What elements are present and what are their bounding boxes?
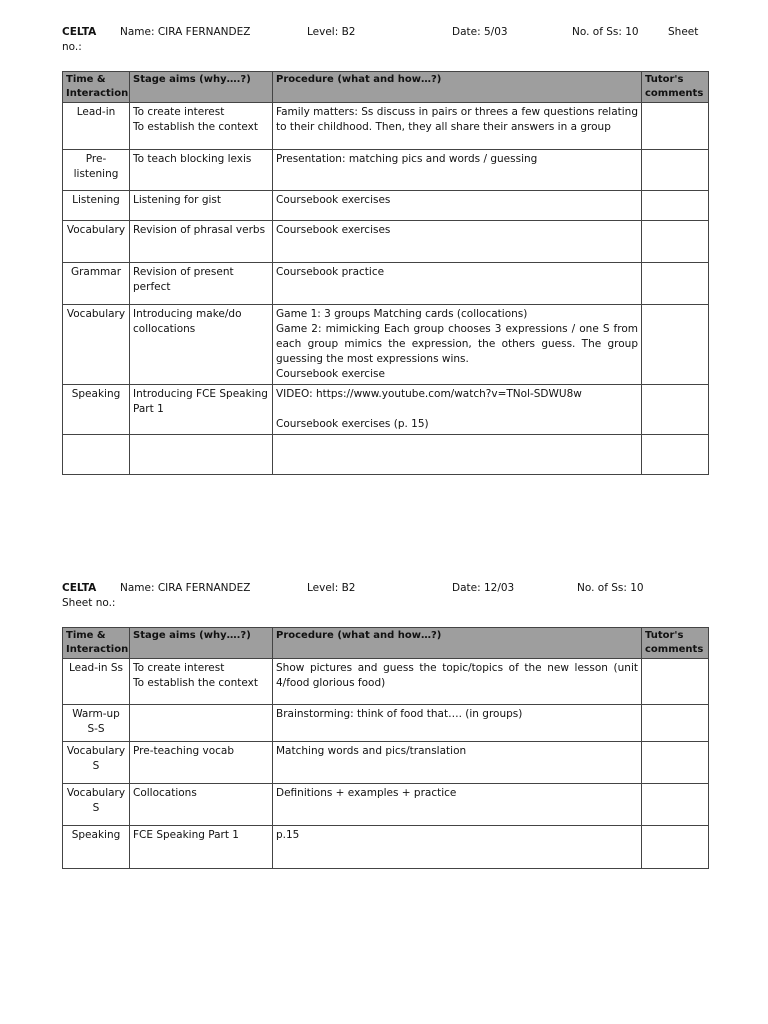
sheet-header (62, 26, 708, 58)
level: Level: B2 (307, 582, 356, 594)
stage-procedure: Brainstorming: think of food that…. (in groups) (273, 705, 642, 742)
lesson-plan-table (62, 627, 709, 869)
students-count: No. of Ss: 10 (572, 26, 639, 38)
stage-procedure: Matching words and pics/translation (273, 742, 642, 784)
stage-procedure: Show pictures and guess the topic/topics of the new lesson (unit 4/food glorious food) (273, 659, 642, 705)
stage-time: Pre-listening (63, 150, 130, 191)
tutor-comment (642, 826, 709, 869)
tutor-comment (642, 305, 709, 385)
tutor-comment (642, 784, 709, 826)
sheet-number: no.: (62, 41, 82, 53)
col-aims: Stage aims (why….?) (130, 72, 273, 103)
stage-time: Vocabulary (63, 305, 130, 385)
sheet-label: Sheet (668, 26, 699, 38)
stage-procedure: Definitions + examples + practice (273, 784, 642, 826)
tutor-comment (642, 263, 709, 305)
tutor-comment (642, 150, 709, 191)
table-header-row (63, 72, 709, 103)
tutor-comment (642, 742, 709, 784)
stage-time: Listening (63, 191, 130, 221)
table-row (63, 742, 709, 784)
stage-procedure: Family matters: Ss discuss in pairs or threes a few questions relating to their childhood. Then, they all share their answers in a group (273, 103, 642, 150)
tutor-comment (642, 435, 709, 475)
stage-procedure: Coursebook practice (273, 263, 642, 305)
col-time: Time & Interaction (63, 628, 130, 659)
stage-aims: Pre-teaching vocab (130, 742, 273, 784)
table-row (63, 263, 709, 305)
table-row (63, 705, 709, 742)
table-row (63, 221, 709, 263)
stage-aims: Listening for gist (130, 191, 273, 221)
celta-label: CELTA (62, 582, 97, 594)
sheet-header (62, 582, 708, 614)
stage-time: Lead-in Ss (63, 659, 130, 705)
level: Level: B2 (307, 26, 356, 38)
col-time: Time & Interaction (63, 72, 130, 103)
table-row (63, 784, 709, 826)
lesson-plan-table (62, 71, 709, 475)
date: Date: 5/03 (452, 26, 508, 38)
stage-time: Speaking (63, 826, 130, 869)
trainee-name: Name: CIRA FERNANDEZ (120, 582, 251, 594)
col-tutor: Tutor's comments (642, 72, 709, 103)
stage-aims: Collocations (130, 784, 273, 826)
stage-aims: Revision of phrasal verbs (130, 221, 273, 263)
stage-aims: To create interest To establish the context (130, 659, 273, 705)
tutor-comment (642, 385, 709, 435)
date: Date: 12/03 (452, 582, 515, 594)
stage-procedure: Game 1: 3 groups Matching cards (collocations) Game 2: mimicking Each group chooses 3 expressions / one S from each group mimics the expression, the others guess. The group guessing the most expressions wins. Coursebook exercise (273, 305, 642, 385)
stage-aims: To teach blocking lexis (130, 150, 273, 191)
stage-aims: Revision of present perfect (130, 263, 273, 305)
table-row (63, 103, 709, 150)
stage-aims: FCE Speaking Part 1 (130, 826, 273, 869)
table-row (63, 150, 709, 191)
stage-procedure: VIDEO: https://www.youtube.com/watch?v=TNol-SDWU8w Coursebook exercises (p. 15) (273, 385, 642, 435)
stage-time: Grammar (63, 263, 130, 305)
col-aims: Stage aims (why….?) (130, 628, 273, 659)
tutor-comment (642, 191, 709, 221)
stage-time: Vocabulary S (63, 742, 130, 784)
table-row (63, 305, 709, 385)
stage-time (63, 435, 130, 475)
col-procedure: Procedure (what and how…?) (273, 628, 642, 659)
celta-label: CELTA (62, 26, 97, 38)
stage-time: Speaking (63, 385, 130, 435)
lesson-sheet-2 (62, 582, 708, 869)
tutor-comment (642, 103, 709, 150)
stage-time: Lead-in (63, 103, 130, 150)
stage-procedure (273, 435, 642, 475)
col-procedure: Procedure (what and how…?) (273, 72, 642, 103)
stage-aims (130, 705, 273, 742)
stage-time: Vocabulary (63, 221, 130, 263)
tutor-comment (642, 659, 709, 705)
stage-aims: Introducing make/do collocations (130, 305, 273, 385)
table-row (63, 435, 709, 475)
stage-aims: Introducing FCE Speaking Part 1 (130, 385, 273, 435)
trainee-name: Name: CIRA FERNANDEZ (120, 26, 251, 38)
stage-time: Warm-up S-S (63, 705, 130, 742)
stage-aims (130, 435, 273, 475)
stage-procedure: Presentation: matching pics and words / guessing (273, 150, 642, 191)
col-tutor: Tutor's comments (642, 628, 709, 659)
table-header-row (63, 628, 709, 659)
stage-procedure: Coursebook exercises (273, 221, 642, 263)
table-row (63, 191, 709, 221)
table-row (63, 385, 709, 435)
lesson-sheet-1 (62, 26, 708, 475)
tutor-comment (642, 705, 709, 742)
stage-aims: To create interest To establish the context (130, 103, 273, 150)
table-row (63, 659, 709, 705)
table-row (63, 826, 709, 869)
students-count: No. of Ss: 10 (577, 582, 644, 594)
sheet-number: Sheet no.: (62, 597, 116, 609)
tutor-comment (642, 221, 709, 263)
stage-time: Vocabulary S (63, 784, 130, 826)
stage-procedure: Coursebook exercises (273, 191, 642, 221)
stage-procedure: p.15 (273, 826, 642, 869)
